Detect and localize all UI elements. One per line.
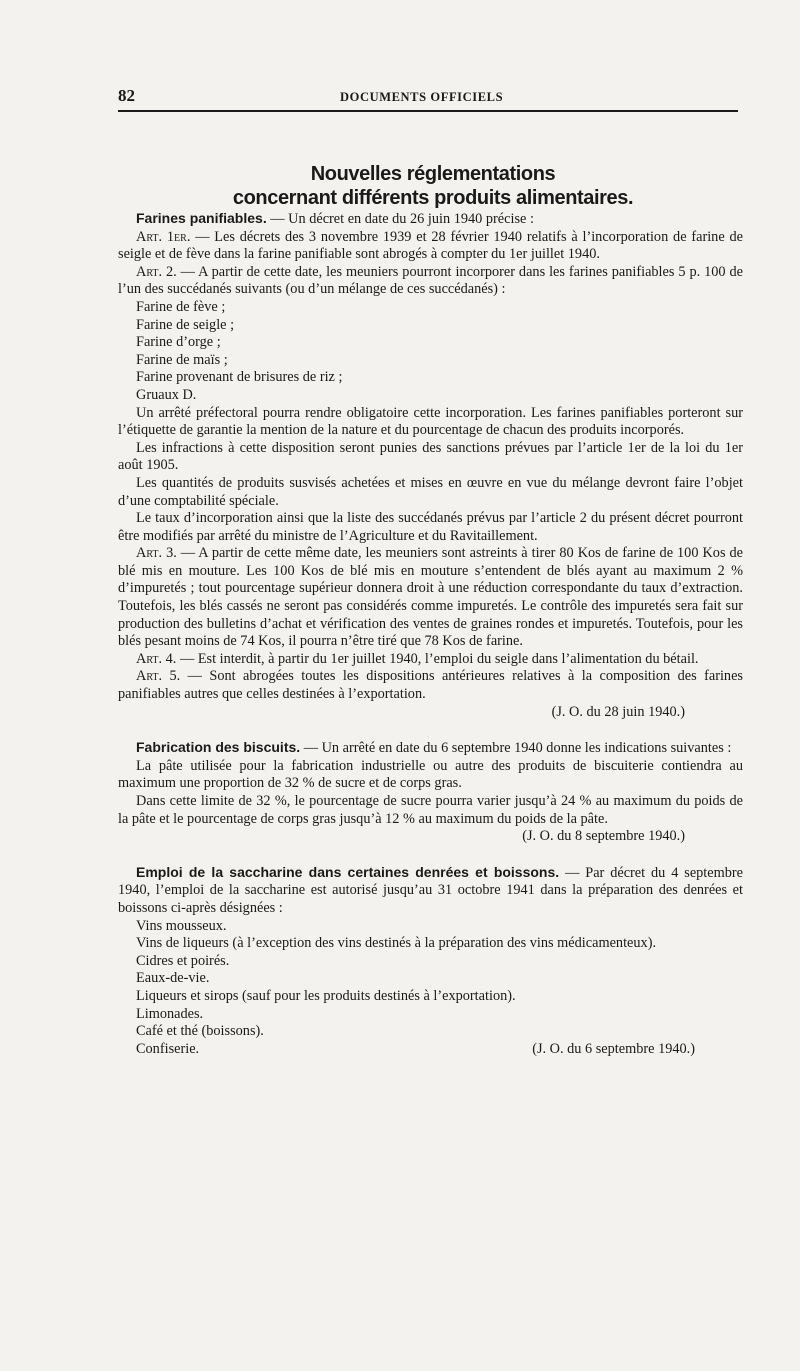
list-item: Farine provenant de brisures de riz ;: [136, 369, 343, 386]
list-item: Liqueurs et sirops (sauf pour les produits destinés à l’exportation).: [136, 987, 516, 1004]
title-line-1: Nouvelles réglementations: [310, 163, 556, 185]
farines-art4: Art. 4. — Est interdit, à partir du 1er juillet 1940, l’emploi du seigle dans l’alimentation du bétail.: [136, 650, 699, 667]
paragraph: Les quantités de produits susvisés achetées et mises en œuvre en vue du mélange devront faire l’objet d’une comptabilité spéciale.: [118, 474, 743, 509]
list-item: Farine de seigle ;: [136, 316, 235, 333]
list-item: Vins de liqueurs (à l’exception des vins destinés à la préparation des vins médicamenteux).: [136, 935, 657, 952]
list-item: Farine d’orge ;: [136, 334, 221, 351]
saccharine-heading: Emploi de la saccharine dans certaines denrées et boissons.: [136, 863, 560, 880]
paragraph: Les infractions à cette disposition seront punies des sanctions prévues par l’article 1er de la loi du 1er août 1905.: [118, 439, 743, 474]
paragraph: La pâte utilisée pour la fabrication industrielle ou autre des produits de biscuiterie contiendra au maximum une proportion de 32 % de sucre et de corps gras.: [118, 757, 743, 792]
paragraph: Un arrêté préfectoral pourra rendre obligatoire cette incorporation. Les farines panifiables porteront sur l’étiquette de garantie la mention de la nature et du pourcentage de chacun des produits incorporés.: [118, 404, 743, 439]
list-item: Farine de maïs ;: [136, 351, 228, 368]
article-title: [118, 162, 748, 210]
biscuits-heading: Fabrication des biscuits.: [136, 739, 301, 756]
last-row: [118, 1041, 743, 1059]
list-item: Café et thé (boissons).: [136, 1023, 264, 1040]
article-body: [118, 210, 743, 1058]
paragraph: Le taux d’incorporation ainsi que la liste des succédanés prévus par l’article 2 du présent décret pourront être modifiés par arrêté du ministre de l’Agriculture et du Ravitaillement.: [118, 510, 743, 544]
paragraph: Dans cette limite de 32 %, le pourcentage de sucre pourra varier jusqu’à 24 % au maximum du poids de la pâte et le pourcentage de corps gras jusqu’à 12 % au maximum du poids de la pâte.: [118, 793, 743, 827]
farines-art1: Art. 1er. — Les décrets des 3 novembre 1939 et 28 février 1940 relatifs à l’incorporation de farine de seigle et de fève dans la farine panifiable sont abrogés à compter du 1er juillet 1940.: [118, 228, 743, 263]
list-item: Limonades.: [136, 1005, 204, 1022]
source-citation: (J. O. du 6 septembre 1940.): [532, 1040, 695, 1057]
list-item: Cidres et poirés.: [136, 952, 230, 969]
farines-list: [118, 299, 743, 405]
title-line-2: concernant différents produits alimentaires.: [232, 187, 634, 209]
section-biscuits: [118, 739, 743, 846]
page-header: [118, 86, 738, 112]
list-item: Farine de fève ;: [136, 298, 226, 315]
page-number: 82: [118, 86, 135, 105]
farines-art2: Art. 2. — A partir de cette date, les meuniers pourront incorporer dans les farines panifiables 5 p. 100 de l’un des succédanés suivants (ou d’un mélange de ces succédanés) :: [118, 263, 743, 298]
section-farines: [118, 210, 743, 721]
running-head: DOCUMENTS OFFICIELS: [340, 90, 504, 104]
farines-art5: Art. 5. — Sont abrogées toutes les dispositions antérieures relatives à la composition des farines panifiables autres que celles destinées à l’exportation.: [118, 668, 743, 703]
biscuits-intro: Fabrication des biscuits. — Un arrêté en date du 6 septembre 1940 donne les indications suivantes :: [136, 739, 732, 757]
saccharine-list: [118, 918, 743, 1041]
list-item: Vins mousseux.: [136, 917, 227, 934]
section-saccharine: [118, 864, 743, 1059]
list-item: Confiserie.: [136, 1040, 200, 1057]
list-item: Gruaux D.: [136, 386, 197, 403]
source-citation: (J. O. du 28 juin 1940.): [551, 703, 685, 720]
farines-heading: Farines panifiables.: [136, 210, 267, 226]
farines-art3: Art. 3. — A partir de cette même date, les meuniers sont astreints à tirer 80 Kos de farine de 100 Kos de blé mis en mouture. Les 100 Kos de blé mis en mouture s’entendent de blés ayant au maximum 2 % d’impuretés ; tout pourcentage supérieur donnera droit à une réduction correspondante du taux d’extraction. Toutefois, les blés cassés ne seront pas considérés comme impuretés. Le contrôle des impuretés sera fait sur production des bulletins d’achat et vérification des ventes de graines rondes et impuretés. Toutefois, pour les blés pesant moins de 74 Kos, il pourra n’être tiré que 78 Kos de farine.: [118, 545, 743, 650]
source-citation: (J. O. du 8 septembre 1940.): [522, 828, 685, 845]
farines-intro: Farines panifiables. — Un décret en date du 26 juin 1940 précise :: [136, 210, 534, 227]
saccharine-intro: Emploi de la saccharine dans certaines denrées et boissons. — Par décret du 4 septembre 1940, l’emploi de la saccharine est autorisé jusqu’au 31 octobre 1941 dans la préparation des denrées et boissons ci-après désignées :: [118, 863, 744, 916]
list-item: Eaux-de-vie.: [136, 970, 210, 987]
